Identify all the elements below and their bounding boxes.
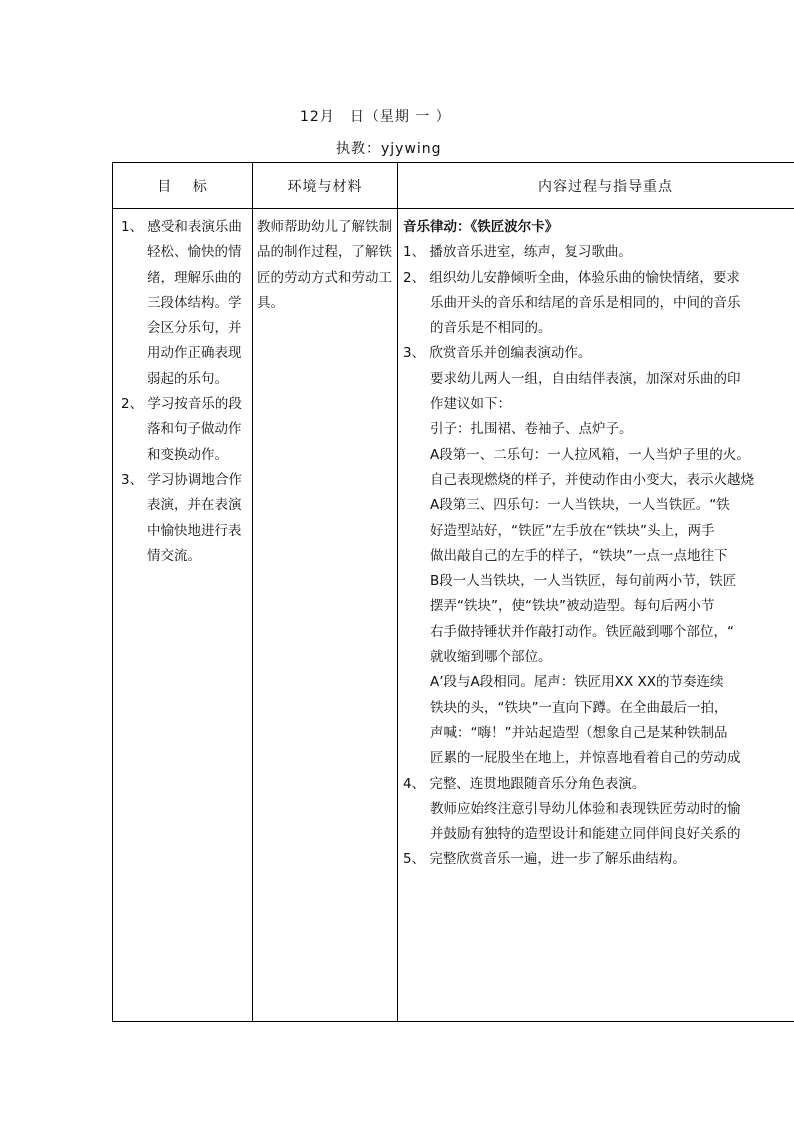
- content-line: 1、 播放音乐进室，练声，复习歌曲。: [403, 244, 632, 261]
- content-line: 要求幼儿两人一组，自由结伴表演，加深对乐曲的印: [430, 370, 741, 387]
- materials-cell: [257, 215, 397, 316]
- content-line: 乐曲开头的音乐和结尾的音乐是相同的，中间的音乐: [430, 294, 741, 311]
- materials-text: 教师帮助幼儿了解铁制品的制作过程，了解铁匠的劳动方式和劳动工具。: [257, 219, 392, 311]
- goal-item: 2、 学习按音乐的段落和句子做动作和变换动作。: [121, 396, 242, 463]
- content-line: 3、 欣赏音乐并创编表演动作。: [403, 345, 592, 362]
- content-line: A段第一、二乐句：一人拉风箱，一人当炉子里的火。: [430, 446, 750, 463]
- content-line: 作建议如下：: [430, 396, 511, 413]
- content-line: 自己表现燃烧的样子，并使动作由小变大，表示火越烧: [430, 471, 754, 488]
- content-line: 摆弄“铁块”，使“铁块”被动造型。每句后两小节: [430, 598, 715, 615]
- content-line: 2、 组织幼儿安静倾听全曲，体验乐曲的愉快情绪，要求: [403, 269, 740, 286]
- date-line: 12月 日（星期 一 ）: [300, 109, 451, 125]
- column-divider: [252, 163, 253, 1021]
- column-divider: [397, 163, 398, 1021]
- content-line: A段第三、四乐句：一人当铁块，一人当铁匠。“铁: [430, 497, 730, 514]
- content-line: 并鼓励有独特的造型设计和能建立同伴间良好关系的: [430, 826, 741, 843]
- content-line: B段一人当铁块，一人当铁匠，每句前两小节，铁匠: [430, 573, 737, 590]
- content-line: 铁块的头，“铁块”一直向下蹲。在全曲最后一拍，: [430, 699, 728, 716]
- content-line: 4、 完整、连贯地跟随音乐分角色表演。: [403, 775, 646, 792]
- content-line: 匠累的一屁股坐在地上，并惊喜地看着自己的劳动成: [430, 750, 741, 767]
- content-line: 引子：扎围裙、卷袖子、点炉子。: [430, 421, 633, 438]
- goal-item: 1、 感受和表演乐曲轻松、愉快的情绪，理解乐曲的三段体结构。学会区分乐句，并用动作正确表现弱起的乐句。: [121, 219, 242, 387]
- header-materials: 环境与材料: [287, 178, 363, 195]
- lesson-table: [112, 162, 794, 1022]
- content-line: 声喊：“嗨！”并站起造型（想象自己是某种铁制品: [430, 724, 728, 741]
- goal-item: 3、 学习协调地合作表演，并在表演中愉快地进行表情交流。: [121, 471, 242, 564]
- content-line: 右手做持锤状并作敲打动作。铁匠敲到哪个部位，“: [430, 623, 734, 640]
- teacher-line: 执教：yjywing: [336, 141, 442, 157]
- goals-cell: [121, 215, 251, 569]
- content-line: 做出敲自己的左手的样子，“铁块”一点一点地往下: [430, 547, 728, 564]
- content-line: 的音乐是不相同的。: [430, 320, 552, 337]
- content-cell: [403, 215, 794, 873]
- content-line: 教师应始终注意引导幼儿体验和表现铁匠劳动时的愉: [430, 800, 741, 817]
- header-divider: [113, 208, 794, 209]
- content-line: A’段与A段相同。尾声：铁匠用XX XX的节奏连续: [430, 674, 724, 691]
- header-goals: 目 标: [157, 178, 208, 195]
- content-line: 就收缩到哪个部位。: [430, 649, 552, 666]
- content-title: 音乐律动：《铁匠波尔卡》: [403, 219, 559, 235]
- content-line: 好造型站好，“铁匠”左手放在“铁块”头上，两手: [430, 522, 715, 539]
- content-line: 5、 完整欣赏音乐一遍，进一步了解乐曲结构。: [403, 851, 686, 868]
- header-content: 内容过程与指导重点: [538, 178, 673, 195]
